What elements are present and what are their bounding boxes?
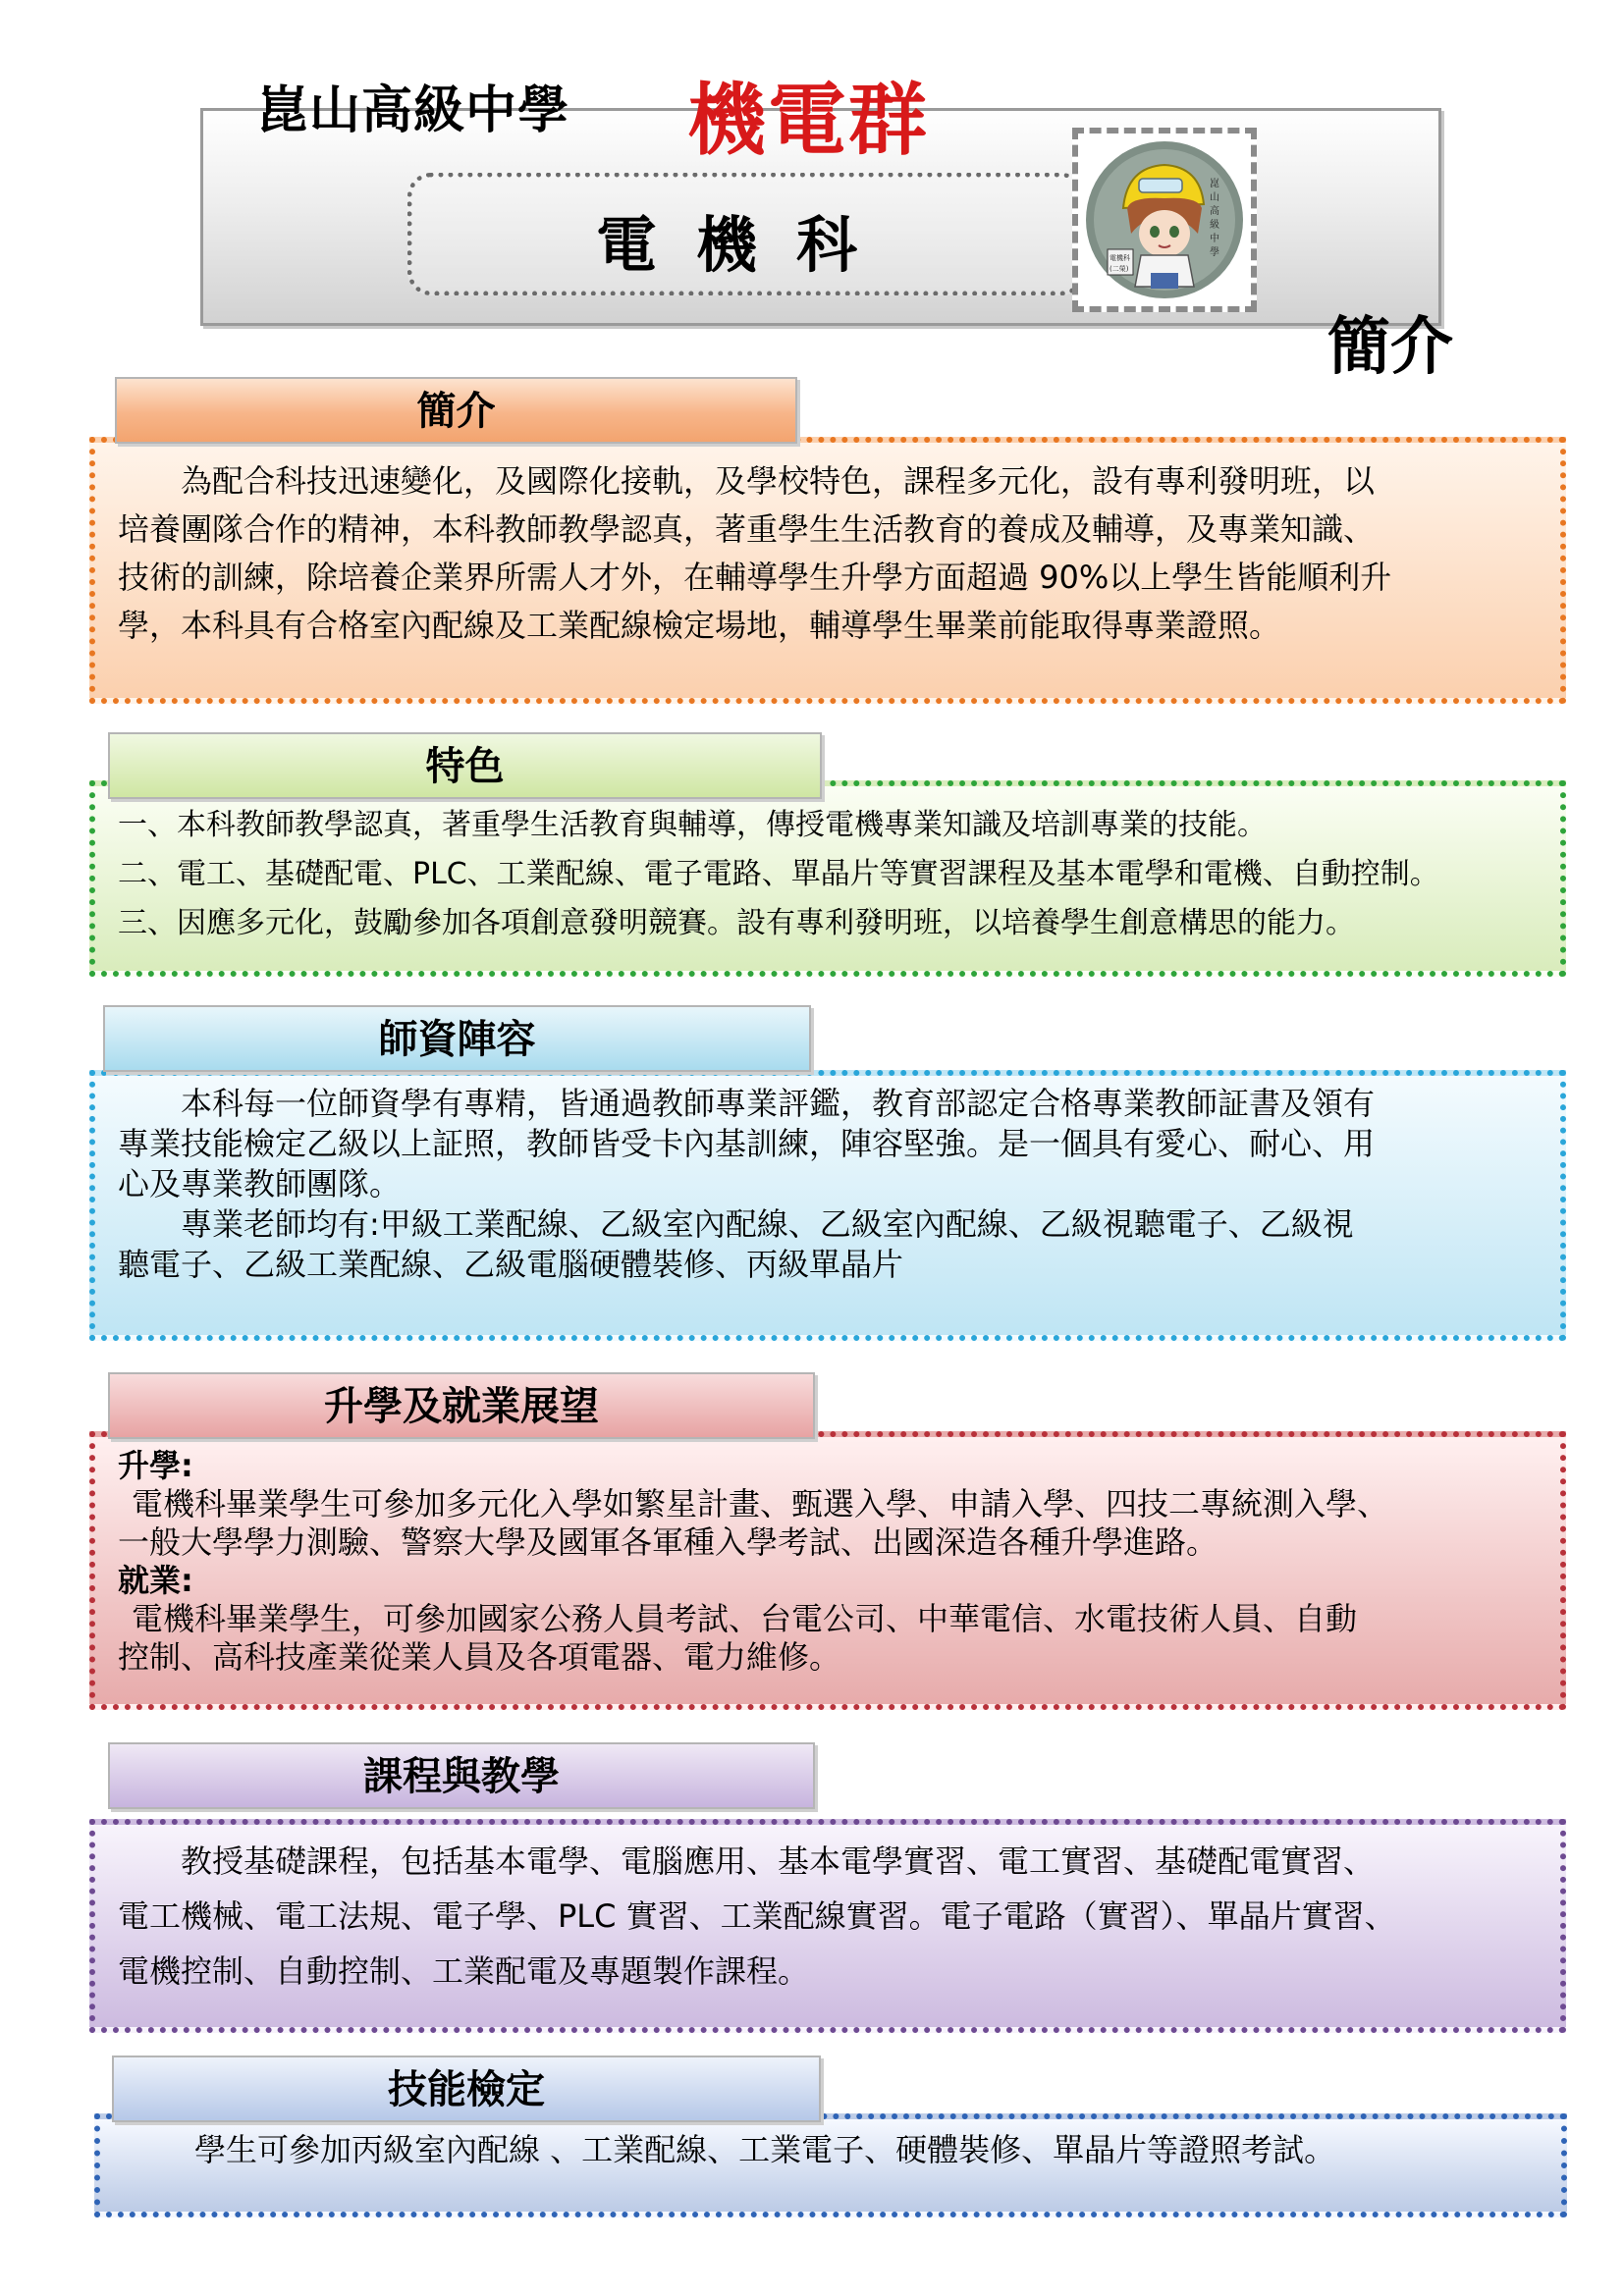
career-line: 電機科畢業學生，可參加國家公務人員考試、台電公司、中華電信、水電技術人員、自動 xyxy=(132,1600,1358,1637)
certification-tab: 技能檢定 xyxy=(112,2056,821,2122)
faculty-line: 心及專業教師團隊。 xyxy=(118,1165,402,1202)
faculty-line: 專業技能檢定乙級以上証照，教師皆受卡內基訓練，陣容堅強。是一個具有愛心、耐心、用 xyxy=(118,1125,1376,1162)
faculty-line: 本科每一位師資學有專精，皆通過教師專業評鑑，教育部認定合格專業教師証書及領有 xyxy=(181,1085,1376,1122)
logo-side-char-6: 學 xyxy=(1210,247,1219,258)
career-label: 就業: xyxy=(118,1562,193,1599)
logo-side-char-2: 山 xyxy=(1210,192,1219,203)
logo-side-char-5: 中 xyxy=(1210,234,1219,244)
prospects-text xyxy=(118,1447,1388,1677)
further-study-line: 一般大學學力測驗、警察大學及國軍各軍種入學考試、出國深造各種升學進路。 xyxy=(118,1523,1218,1561)
logo-side-char-1: 崑 xyxy=(1210,179,1219,189)
intro-line: 培養團隊合作的精神，本科教師教學認真，著重學生生活教育的養成及輔導，及專業知識、 xyxy=(118,510,1376,548)
feature-item: 一、本科教師教學認真，著重學生活教育與輔導，傳授電機專業知識及培訓專業的技能。 xyxy=(118,808,1267,842)
further-study-label: 升學: xyxy=(118,1447,193,1484)
features-text xyxy=(118,801,1439,948)
logo-side-char-3: 高 xyxy=(1210,206,1219,217)
logo-badge-text-1: 電機科 xyxy=(1110,254,1130,262)
faculty-tab: 師資陣容 xyxy=(103,1005,811,1072)
certification-line: 學生可參加丙級室內配線 、工業配線、工業電子、硬體裝修、單晶片等證照考試。 xyxy=(194,2131,1336,2168)
curriculum-line: 電工機械、電工法規、電子學、PLC 實習、工業配線實習。電子電路（實習）、單晶片實習、 xyxy=(118,1897,1396,1935)
curriculum-line: 教授基礎課程，包括基本電學、電腦應用、基本電學實習、電工實習、基礎配電實習、 xyxy=(181,1842,1376,1880)
curriculum-text xyxy=(118,1834,1396,1999)
feature-item: 二、電工、基礎配電、PLC、工業配線、電子電路、單晶片等實習課程及基本電學和電機、自動控制。 xyxy=(118,857,1439,891)
group-name: 機電群 xyxy=(687,75,929,166)
logo-frame xyxy=(1072,128,1257,312)
certification-text xyxy=(118,2126,1335,2174)
intro-line: 為配合科技迅速變化，及國際化接軌，及學校特色，課程多元化，設有專利發明班，以 xyxy=(181,462,1376,500)
curriculum-line: 電機控制、自動控制、工業配電及專題製作課程。 xyxy=(118,1952,810,1990)
intro-line: 技術的訓練，除培養企業界所需人才外，在輔導學生升學方面超過 90%以上學生皆能順利升 xyxy=(118,559,1392,596)
intro-line: 學，本科具有合格室內配線及工業配線檢定場地，輔導學生畢業前能取得專業證照。 xyxy=(118,607,1281,644)
intro-text xyxy=(118,457,1391,650)
school-name: 崑山高級中學 xyxy=(257,81,570,140)
feature-item: 三、因應多元化，鼓勵參加各項創意發明競賽。設有專利發明班，以培養學生創意構思的能力。 xyxy=(118,906,1355,940)
career-line: 控制、高科技產業從業人員及各項電器、電力維修。 xyxy=(118,1638,841,1676)
mascot-badge-icon xyxy=(1084,139,1245,300)
faculty-line: 聽電子、乙級工業配線、乙級電腦硬體裝修、丙級單晶片 xyxy=(118,1246,904,1283)
intro-heading: 簡介 xyxy=(1327,311,1453,384)
logo-side-char-4: 級 xyxy=(1210,220,1219,231)
intro-tab: 簡介 xyxy=(115,377,797,444)
curriculum-tab: 課程與教學 xyxy=(108,1742,815,1809)
prospects-tab: 升學及就業展望 xyxy=(108,1372,815,1439)
faculty-text xyxy=(118,1084,1375,1285)
features-tab: 特色 xyxy=(108,732,822,799)
logo-badge-text-2: (二榮) xyxy=(1110,265,1129,273)
faculty-line: 專業老師均有:甲級工業配線、乙級室內配線、乙級室內配線、乙級視聽電子、乙級視 xyxy=(181,1205,1354,1243)
further-study-line: 電機科畢業學生可參加多元化入學如繁星計畫、甄選入學、申請入學、四技二專統測入學、 xyxy=(132,1485,1389,1522)
department-name: 電機科 xyxy=(595,209,896,281)
